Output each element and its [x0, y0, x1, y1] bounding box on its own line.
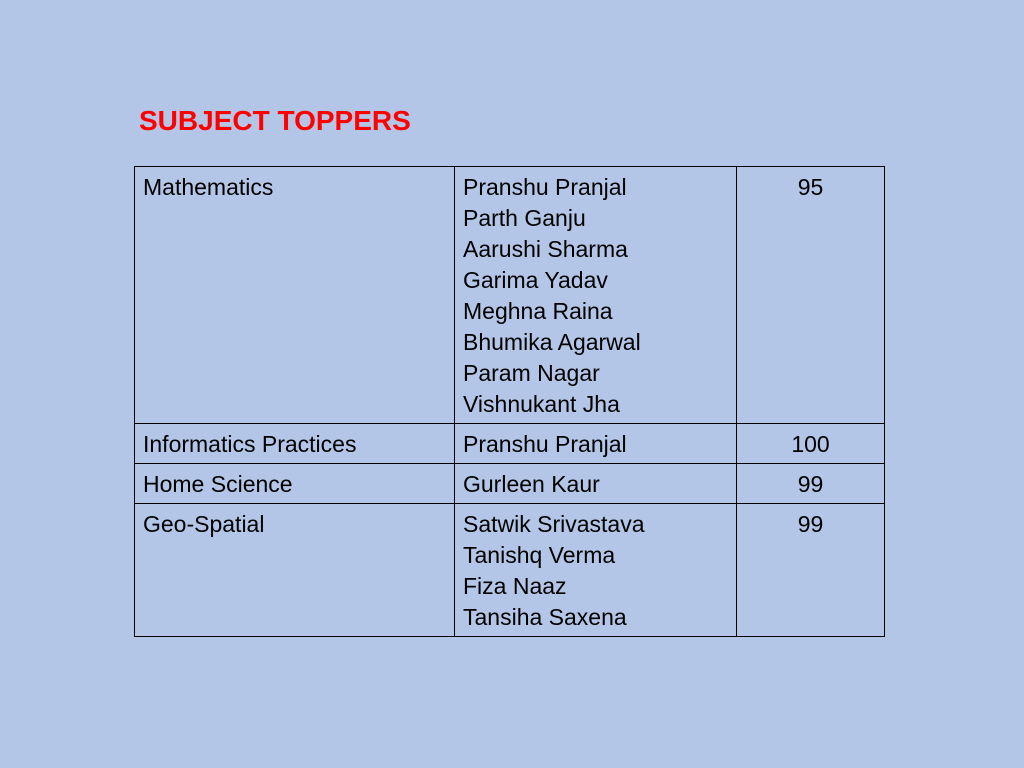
toppers-table [134, 166, 885, 637]
subject-cell: Mathematics [135, 167, 455, 424]
score-cell: 99 [737, 464, 885, 504]
names-cell [455, 504, 737, 637]
topper-name: Garima Yadav [463, 267, 608, 293]
topper-name: Vishnukant Jha [463, 391, 620, 417]
score-cell: 100 [737, 424, 885, 464]
score-cell: 99 [737, 504, 885, 637]
score-cell: 95 [737, 167, 885, 424]
table-row [135, 504, 885, 637]
page-title: SUBJECT TOPPERS [139, 105, 411, 136]
topper-name: Tanishq Verma [463, 542, 616, 568]
topper-name: Pranshu Pranjal [463, 174, 627, 200]
topper-name: Meghna Raina [463, 298, 613, 324]
subject-cell: Informatics Practices [135, 424, 455, 464]
names-cell [455, 167, 737, 424]
table-row [135, 167, 885, 424]
names-cell [455, 464, 737, 504]
topper-name: Param Nagar [463, 360, 600, 386]
table-row [135, 464, 885, 504]
topper-name: Satwik Srivastava [463, 511, 645, 537]
topper-name: Parth Ganju [463, 205, 586, 231]
topper-name: Tansiha Saxena [463, 604, 627, 630]
topper-name: Pranshu Pranjal [463, 431, 627, 457]
table-row [135, 424, 885, 464]
topper-name: Aarushi Sharma [463, 236, 628, 262]
names-cell [455, 424, 737, 464]
subject-cell: Geo-Spatial [135, 504, 455, 637]
subject-cell: Home Science [135, 464, 455, 504]
topper-name: Gurleen Kaur [463, 471, 600, 497]
topper-name: Fiza Naaz [463, 573, 567, 599]
topper-name: Bhumika Agarwal [463, 329, 641, 355]
